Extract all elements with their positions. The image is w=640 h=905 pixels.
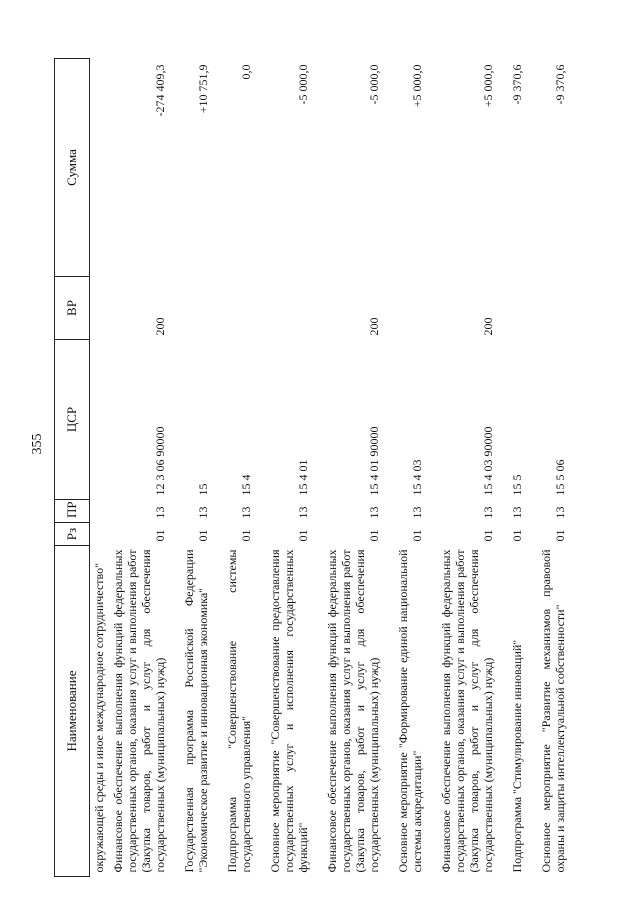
row-name: Основное мероприятие "Развитие механизмов правовой охраны и защиты интеллектуальной собственности" xyxy=(539,549,567,873)
row-vr xyxy=(508,277,527,340)
header-pr: ПР xyxy=(55,500,90,523)
row-spacer xyxy=(498,59,508,877)
row-name: Подпрограмма "Стимулирование инноваций" xyxy=(510,639,524,873)
table-row xyxy=(109,59,170,877)
row-csr: 15 5 06 xyxy=(553,459,567,496)
row-spacer xyxy=(313,59,323,877)
table-row xyxy=(537,59,570,877)
row-vr: 200 xyxy=(367,317,381,336)
page-number: 355 xyxy=(30,433,45,455)
row-vr: 200 xyxy=(481,317,495,336)
row-name: Финансовое обеспечение выполнения функций федеральных государственных органов, оказания услуг и выполнения работ (Закупка товаров, работ и услуг для обеспечения государственных (муниципальных) нужд) xyxy=(111,549,167,873)
row-pr: 13 xyxy=(481,506,495,519)
table-row xyxy=(508,59,527,877)
row-rz: 01 xyxy=(239,529,253,542)
row-sum: -5 000,0 xyxy=(296,64,310,105)
row-csr: 15 4 01 90000 xyxy=(367,426,381,496)
row-sum: +5 000,0 xyxy=(481,64,495,108)
row-name: Подпрограмма "Совершенствование системы государственного управления" xyxy=(225,549,253,873)
row-vr xyxy=(537,277,570,340)
row-name: Основное мероприятие "Формирование единой национальной системы аккредитации" xyxy=(396,549,424,873)
row-sum: -9 370,6 xyxy=(553,64,567,105)
row-rz: 01 xyxy=(510,529,524,542)
header-csr: ЦСР xyxy=(55,340,90,500)
row-spacer xyxy=(527,59,537,877)
table-row xyxy=(266,59,313,877)
row-pr: 13 xyxy=(196,506,210,519)
row-spacer xyxy=(170,59,180,877)
continuation-text: окружающей среды и иное международное сотрудничество" xyxy=(92,562,106,873)
row-csr: 15 4 01 xyxy=(296,459,310,496)
row-spacer xyxy=(256,59,266,877)
row-pr: 13 xyxy=(367,506,381,519)
row-pr: 13 xyxy=(153,506,167,519)
row-sum: -5 000,0 xyxy=(367,64,381,105)
header-vr: ВР xyxy=(55,277,90,340)
row-csr: 15 5 xyxy=(510,474,524,496)
row-csr: 15 4 xyxy=(239,474,253,496)
row-csr: 15 xyxy=(196,483,210,496)
row-pr: 13 xyxy=(510,506,524,519)
row-pr: 13 xyxy=(296,506,310,519)
row-csr: 12 3 06 90000 xyxy=(153,426,167,496)
row-name: Государственная программа Российской Федерации "Экономическое развитие и инновационная экономика" xyxy=(182,549,210,873)
row-name: Финансовое обеспечение выполнения функций федеральных государственных органов, оказания услуг и выполнения работ (Закупка товаров, работ и услуг для обеспечения государственных (муниципальных) нужд) xyxy=(439,549,495,873)
table-row xyxy=(180,59,213,877)
budget-table-container xyxy=(54,59,596,877)
table-row xyxy=(437,59,498,877)
row-spacer xyxy=(213,59,223,877)
table-row xyxy=(394,59,427,877)
row-spacer xyxy=(570,59,580,877)
row-vr xyxy=(180,277,213,340)
row-rz: 01 xyxy=(553,529,567,542)
row-vr xyxy=(223,277,256,340)
row-csr: 15 4 03 xyxy=(410,459,424,496)
row-pr: 13 xyxy=(553,506,567,519)
row-spacer xyxy=(427,59,437,877)
header-rz: Рз xyxy=(55,523,90,546)
header-sum: Сумма xyxy=(55,59,90,277)
row-sum: -274 409,3 xyxy=(153,64,167,117)
row-sum: +10 751,9 xyxy=(196,64,210,114)
budget-table xyxy=(54,58,580,877)
table-header-row xyxy=(55,59,90,877)
table-row xyxy=(323,59,384,877)
row-name: Основное мероприятие "Совершенствование предоставления государственных услуг и исполнения государственных функций" xyxy=(268,549,310,873)
continuation-row xyxy=(90,59,110,877)
row-rz: 01 xyxy=(153,529,167,542)
row-pr: 13 xyxy=(410,506,424,519)
row-vr xyxy=(266,277,313,340)
row-csr: 15 4 03 90000 xyxy=(481,426,495,496)
row-rz: 01 xyxy=(481,529,495,542)
row-spacer xyxy=(384,59,394,877)
header-name: Наименование xyxy=(55,546,90,877)
row-vr xyxy=(394,277,427,340)
row-sum: +5 000,0 xyxy=(410,64,424,108)
table-row xyxy=(223,59,256,877)
row-vr: 200 xyxy=(153,317,167,336)
row-sum: -9 370,6 xyxy=(510,64,524,105)
row-sum: 0,0 xyxy=(239,64,253,80)
row-rz: 01 xyxy=(296,529,310,542)
row-rz: 01 xyxy=(367,529,381,542)
row-pr: 13 xyxy=(239,506,253,519)
row-rz: 01 xyxy=(196,529,210,542)
row-name: Финансовое обеспечение выполнения функций федеральных государственных органов, оказания услуг и выполнения работ (Закупка товаров, работ и услуг для обеспечения государственных (муниципальных) нужд) xyxy=(325,549,381,873)
row-rz: 01 xyxy=(410,529,424,542)
